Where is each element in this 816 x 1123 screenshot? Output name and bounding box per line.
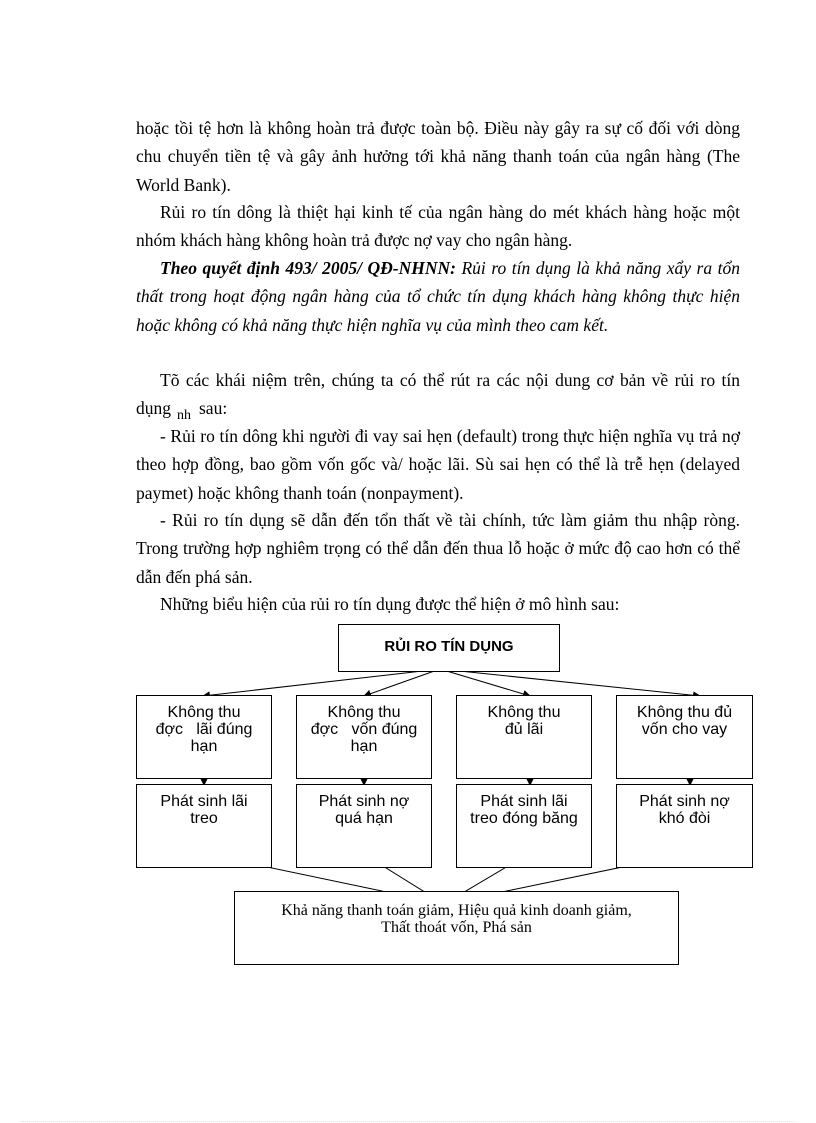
- cause-3-line-2: đủ lãi: [504, 721, 544, 738]
- cause-box-4: [616, 695, 753, 779]
- diagram-title-box: [338, 624, 560, 672]
- effect-box-3: [456, 784, 592, 868]
- cause-box-3: [456, 695, 592, 779]
- arrow-title-to-box1: [203, 669, 440, 696]
- cause-4-line-1: Không thu đủ: [636, 704, 733, 721]
- effect-4-line-1: Phát sinh nợ: [639, 793, 730, 810]
- page-bottom-rule: [20, 1121, 796, 1122]
- paragraph-7: Những biểu hiện của rủi ro tín dụng được thể hiện ở mô hình sau:: [160, 594, 620, 614]
- cause-1-line-3: hạn: [190, 738, 218, 755]
- cause-2-line-1: Không thu: [327, 704, 401, 721]
- paragraph-5-bullet: - Rủi ro tín dông khi người đi vay sai hẹn (default) trong thực hiện nghĩa vụ trả nợ theo hợp đồng, bao gồm vốn gốc và/ hoặc lãi. Sù sai hẹn có thể là trễ hẹn (delayed paymet) hoặc không thanh toán (nonpayment).: [136, 426, 740, 503]
- cause-4-line-2: vốn cho vay: [641, 721, 728, 738]
- cause-1-line-2: đợc lãi đúng: [155, 721, 253, 738]
- cause-2-line-2: đợc vốn đúng: [310, 721, 418, 738]
- diagram-title: RỦI RO TÍN DỤNG: [384, 638, 514, 655]
- effect-3-line-1: Phát sinh lãi: [480, 793, 568, 810]
- cause-box-1: [136, 695, 272, 779]
- effect-box-2: [296, 784, 432, 868]
- cause-2-line-3: hạn: [350, 738, 378, 755]
- effect-2-line-2: quá hạn: [335, 810, 393, 827]
- effect-box-1: [136, 784, 272, 868]
- cause-1-line-1: Không thu: [167, 704, 241, 721]
- definition-source: Theo quyết định 493/ 2005/ QĐ-NHNN:: [160, 258, 456, 278]
- effect-1-line-1: Phát sinh lãi: [160, 793, 248, 810]
- effect-3-line-2: treo đóng băng: [470, 810, 578, 827]
- paragraph-4-tail: sau:: [199, 398, 228, 419]
- result-line-2: Thất thoát vốn, Phá sản: [381, 919, 532, 936]
- arrow-title-to-box3: [440, 669, 530, 696]
- effect-2-line-1: Phát sinh nợ: [318, 793, 410, 810]
- definition-text: Rủi ro tín dụng là khả năng xẩy ra tổn thất trong hoạt động ngân hàng của tổ chức tín dụng khách hàng không thực hiện hoặc không có khả năng thực hiện nghĩa vụ của mình theo cam kết.: [136, 258, 741, 335]
- result-box: [234, 891, 679, 965]
- paragraph-6-bullet: - Rủi ro tín dụng sẽ dẫn đến tổn thất về tài chính, tức làm giảm thu nhập ròng. Trong trường hợp nghiêm trọng có thể dẫn đến thua lỗ hoặc ở mức độ cao hơn có thể dẫn đến phá sản.: [136, 510, 740, 587]
- cause-box-2: [296, 695, 432, 779]
- paragraph-1: hoặc tồi tệ hơn là không hoàn trả được toàn bộ. Điều này gây ra sự cố đối với dòng chu chuyển tiền tệ và gây ảnh hưởng tới khả năng thanh toán của ngân hàng (The World Bank).: [136, 118, 740, 195]
- paragraph-4-text: Tõ các khái niệm trên, chúng ta có thể rút ra các nội dung cơ bản về rủi ro tín dụng: [136, 370, 740, 419]
- paragraph-4-subscript: nh: [177, 408, 191, 424]
- effect-box-4: [616, 784, 753, 868]
- effect-1-line-2: treo: [190, 810, 218, 827]
- paragraph-2: Rủi ro tín dông là thiệt hại kinh tế của ngân hàng do mét khách hàng hoặc một nhóm khách hàng không hoàn trả được nợ vay cho ngân hàng.: [136, 202, 740, 251]
- cause-3-line-1: Không thu: [487, 704, 561, 721]
- arrow-title-to-box4: [440, 669, 700, 696]
- result-line-1: Khả năng thanh toán giảm, Hiệu quả kinh doanh giảm,: [281, 902, 632, 919]
- effect-4-line-2: khó đòi: [658, 810, 711, 827]
